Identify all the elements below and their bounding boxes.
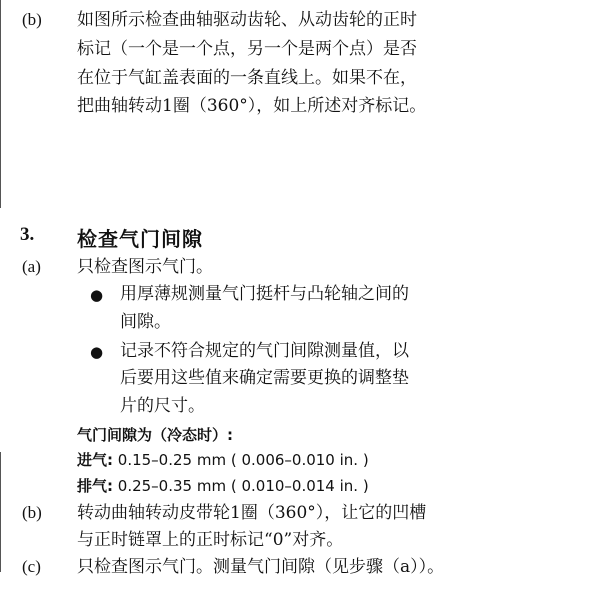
step-a-text: 只检查图示气门。: [77, 257, 213, 277]
bullet-1-line-2: 间隙。: [120, 312, 171, 332]
bullet-1-line-1: 用厚薄规测量气门挺杆与凸轮轴之间的: [120, 284, 409, 304]
step-b-line-4: 把曲轴转动1圈（360°），如上所述对齐标记。: [77, 96, 427, 116]
section-title: 检查气门间隙: [77, 227, 203, 251]
bullet-icon: ●: [90, 343, 104, 361]
spec-heading: 气门间隙为（冷态时）:: [77, 426, 233, 444]
page-edge-top: [0, 0, 1, 208]
section-number: 3.: [20, 224, 35, 245]
spec-intake: [77, 449, 369, 470]
step-c-text: 只检查图示气门。测量气门间隙（见步骤（a））。: [77, 557, 445, 577]
step-a-label: (a): [22, 257, 41, 276]
step-b-line-3: 在位于气缸盖表面的一条直线上。如果不在，: [77, 68, 417, 88]
bullet-2-line-3: 片的尺寸。: [120, 396, 205, 416]
step-b2-line-2: 与正时链罩上的正时标记“0”对齐。: [77, 530, 344, 550]
step-c-label: (c): [22, 557, 41, 576]
exhaust-value: 0.25–0.35 mm ( 0.010–0.014 in. ): [117, 477, 369, 495]
bullet-2-line-1: 记录不符合规定的气门间隙测量值，以: [120, 341, 409, 361]
spec-exhaust: [77, 475, 369, 496]
step-b-line-2: 标记（一个是一个点，另一个是两个点）是否: [77, 39, 417, 59]
bullet-icon: ●: [90, 286, 104, 304]
step-b-line-1: 如图所示检查曲轴驱动齿轮、从动齿轮的正时: [77, 10, 417, 30]
exhaust-label: 排气:: [77, 477, 113, 495]
step-b-label: (b): [22, 10, 42, 29]
bullet-2-line-2: 后要用这些值来确定需要更换的调整垫: [120, 368, 409, 388]
intake-label: 进气:: [77, 451, 113, 469]
intake-value: 0.15–0.25 mm ( 0.006–0.010 in. ): [117, 451, 369, 469]
step-b2-label: (b): [22, 503, 42, 522]
step-b2-line-1: 转动曲轴转动皮带轮1圈（360°），让它的凹槽: [77, 503, 427, 523]
page-edge-bottom: [0, 452, 1, 572]
